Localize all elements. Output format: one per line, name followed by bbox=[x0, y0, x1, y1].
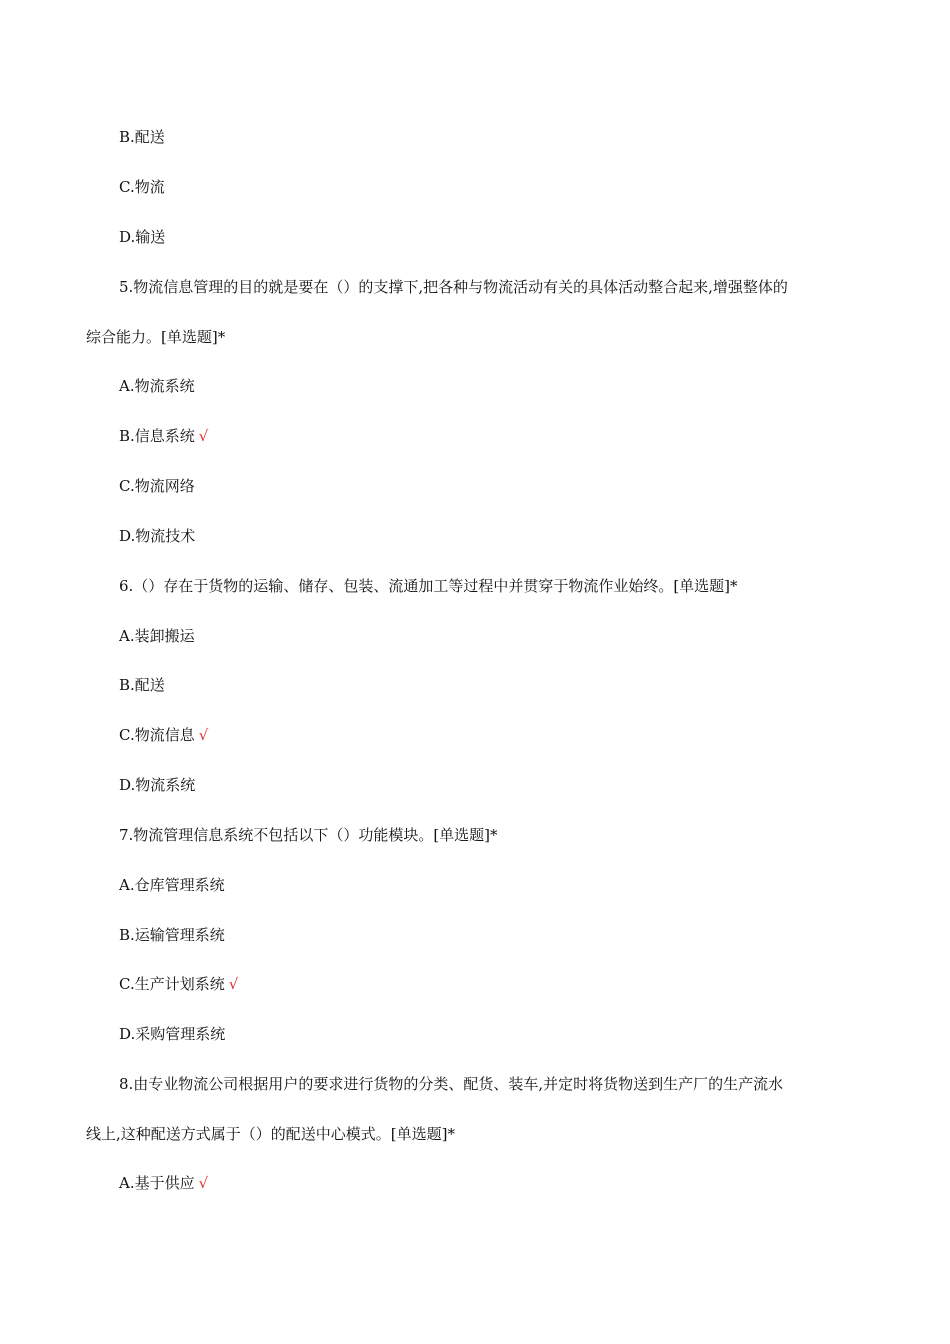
question-5-text-cont: 综合能力。[单选题]* bbox=[86, 328, 226, 346]
correct-check-icon: √ bbox=[198, 1174, 209, 1192]
question-6-text: 6.（）存在于货物的运输、储存、包装、流通加工等过程中并贯穿于物流作业始终。[单选题]* bbox=[119, 577, 738, 595]
q8-option-a bbox=[119, 1173, 208, 1193]
correct-check-icon: √ bbox=[198, 427, 209, 445]
q6-option-b bbox=[119, 675, 165, 695]
option-text: B.信息系统 bbox=[119, 427, 195, 445]
option-text: C.生产计划系统 bbox=[119, 975, 225, 993]
correct-check-icon: √ bbox=[198, 726, 209, 744]
q7-option-c bbox=[119, 974, 238, 994]
option-text: A.仓库管理系统 bbox=[119, 876, 225, 894]
option-text: D.采购管理系统 bbox=[119, 1025, 226, 1043]
option-text: D.输送 bbox=[119, 228, 166, 246]
option-c-prev bbox=[119, 177, 165, 197]
question-7-text: 7.物流管理信息系统不包括以下（）功能模块。[单选题]* bbox=[119, 826, 498, 844]
q5-option-a bbox=[119, 376, 195, 396]
q5-option-c bbox=[119, 476, 195, 496]
correct-check-icon: √ bbox=[228, 975, 239, 993]
question-5-text: 5.物流信息管理的目的就是要在（）的支撑下,把各种与物流活动有关的具体活动整合起来,增强整体的 bbox=[119, 278, 788, 296]
question-8-text: 8.由专业物流公司根据用户的要求进行货物的分类、配货、装车,并定时将货物送到生产厂的生产流水 bbox=[119, 1075, 784, 1093]
q6-option-a bbox=[119, 626, 195, 646]
q7-option-d bbox=[119, 1024, 225, 1044]
option-text: B.配送 bbox=[119, 676, 165, 694]
option-b-prev bbox=[119, 127, 165, 147]
q6-option-c bbox=[119, 725, 208, 745]
q6-option-d bbox=[119, 775, 195, 795]
question-8-text-cont: 线上,这种配送方式属于（）的配送中心模式。[单选题]* bbox=[86, 1125, 455, 1143]
option-text: A.装卸搬运 bbox=[119, 627, 195, 645]
q7-option-b bbox=[119, 925, 225, 945]
option-text: A.物流系统 bbox=[119, 377, 195, 395]
option-text: B.运输管理系统 bbox=[119, 926, 225, 944]
option-text: B.配送 bbox=[119, 128, 165, 146]
option-text: C.物流网络 bbox=[119, 477, 195, 495]
option-text: A.基于供应 bbox=[119, 1174, 195, 1192]
option-text: C.物流 bbox=[119, 178, 165, 196]
option-text: D.物流技术 bbox=[119, 527, 196, 545]
option-text: C.物流信息 bbox=[119, 726, 195, 744]
option-text: D.物流系统 bbox=[119, 776, 196, 794]
q7-option-a bbox=[119, 875, 225, 895]
q5-option-b bbox=[119, 426, 208, 446]
option-d-prev bbox=[119, 227, 165, 247]
q5-option-d bbox=[119, 526, 195, 546]
